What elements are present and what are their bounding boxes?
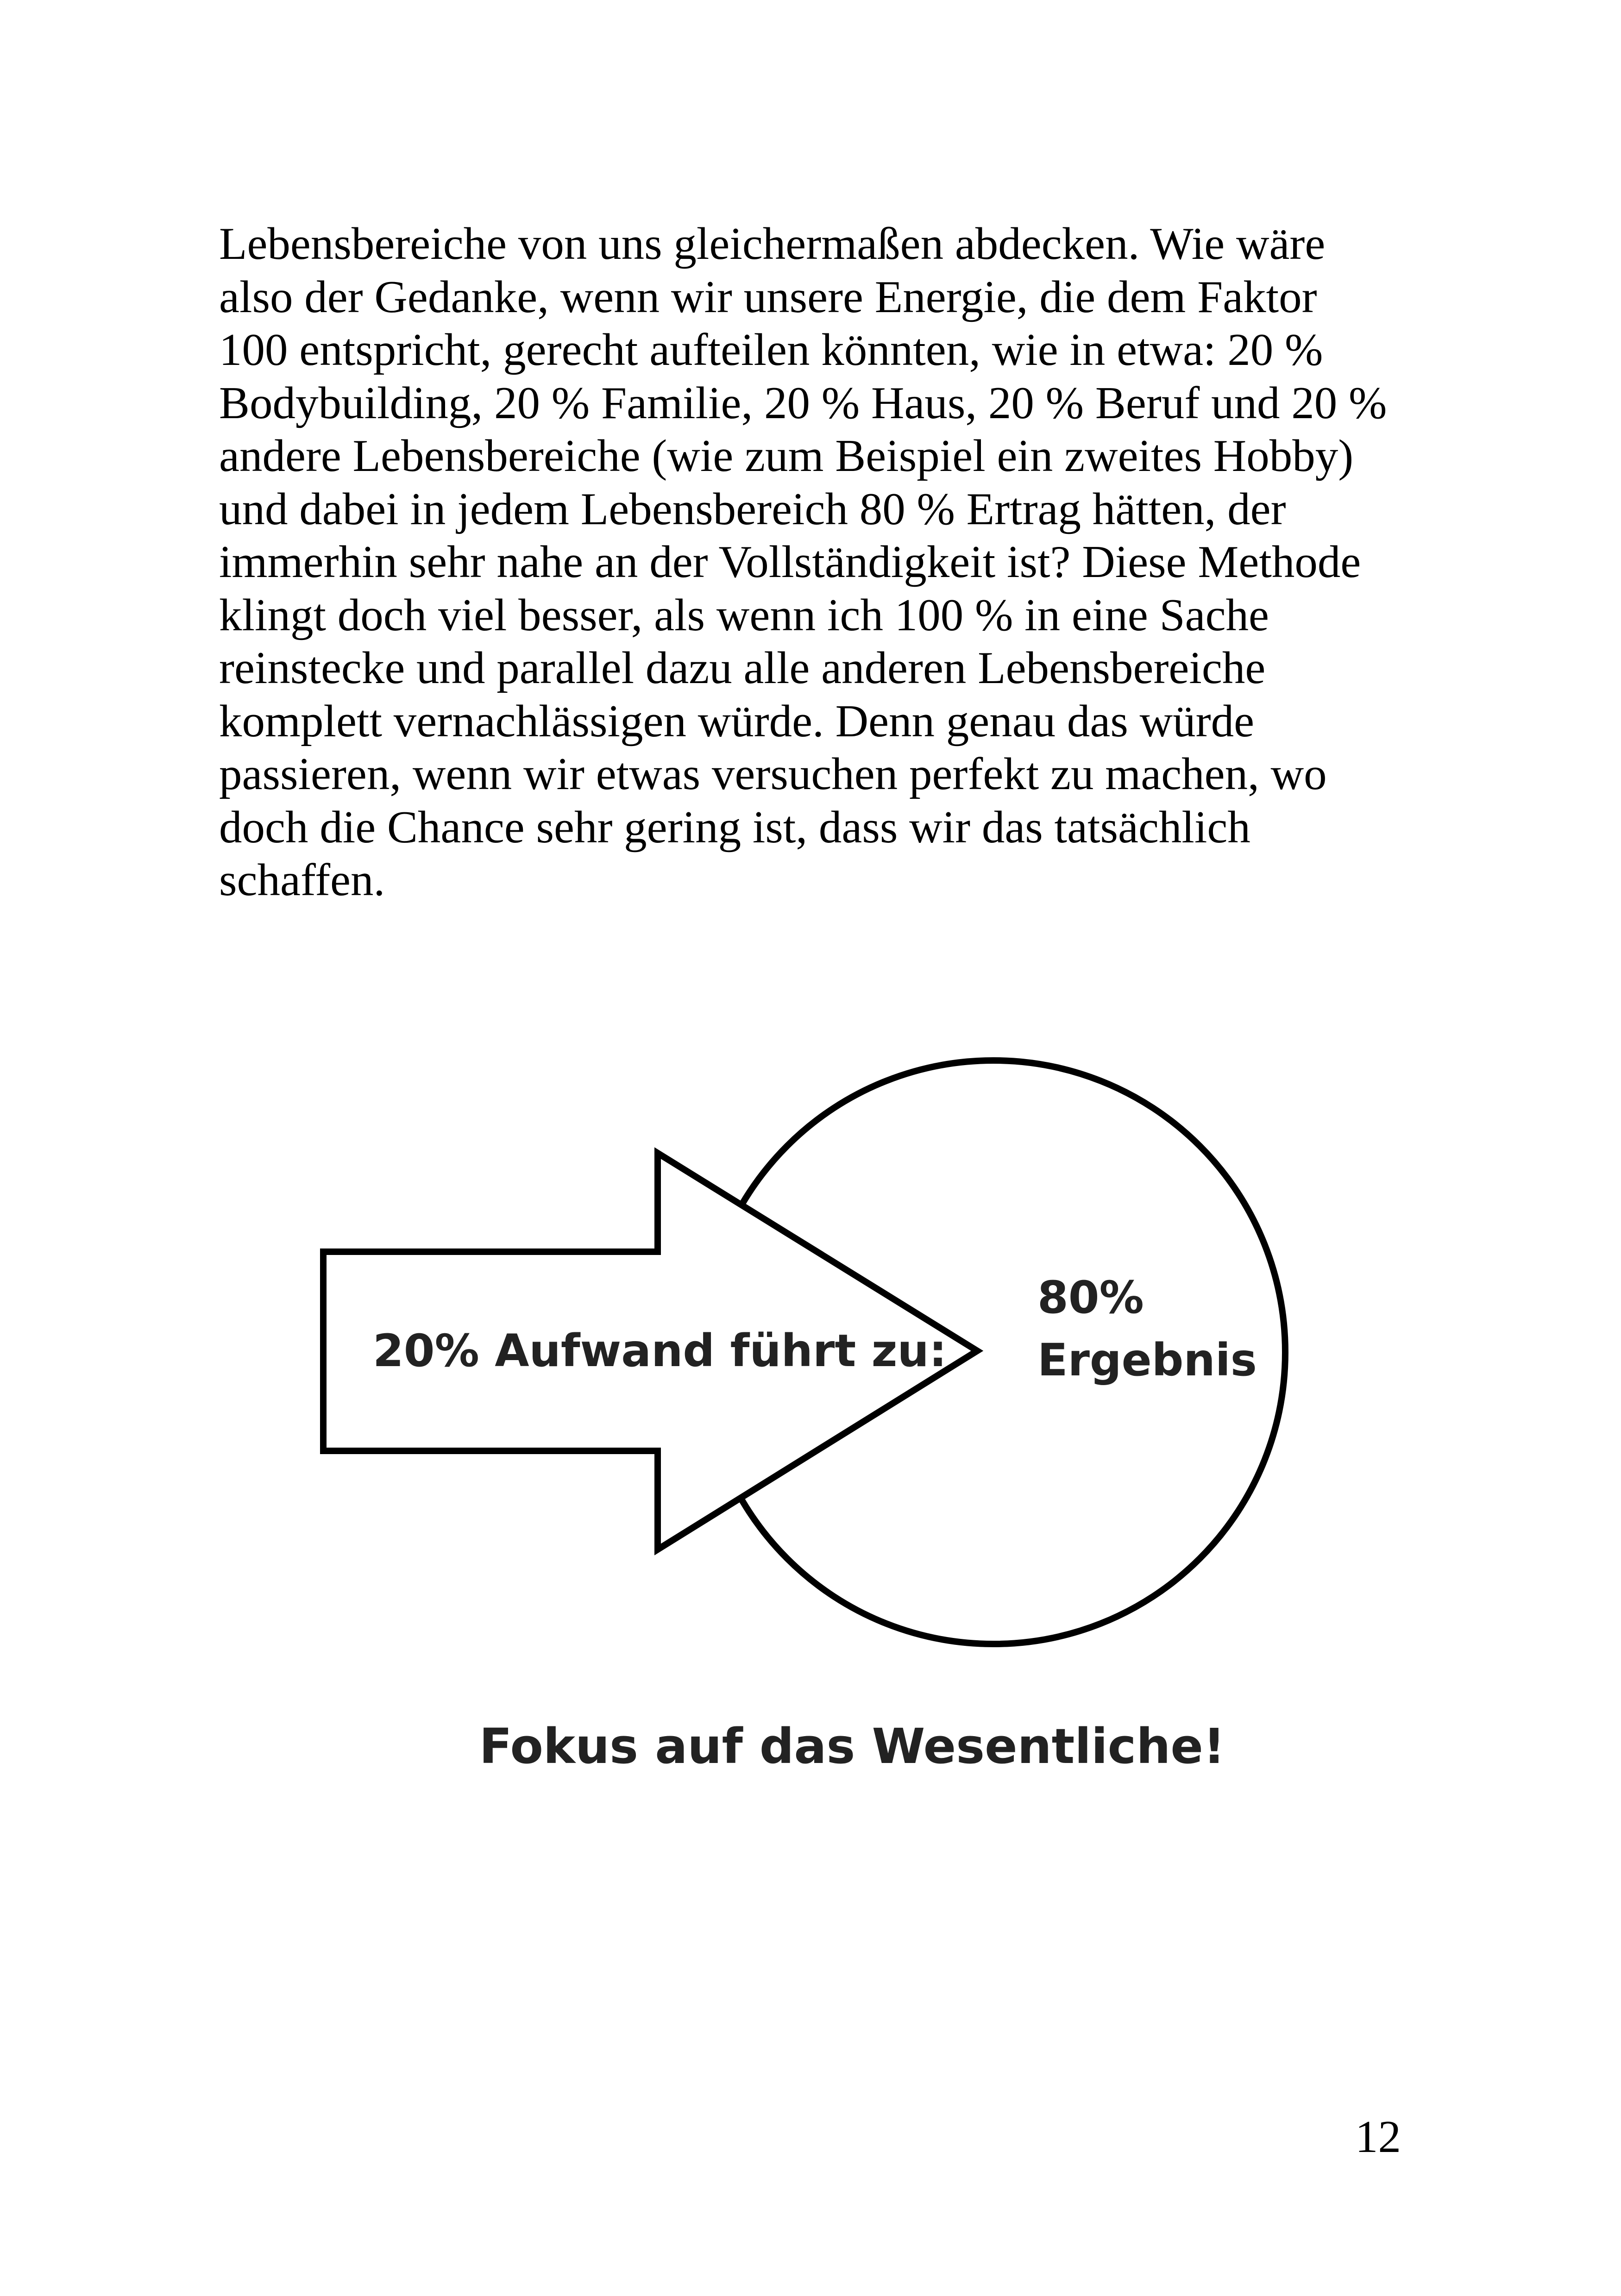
- paragraph-line: klingt doch viel besser, als wenn ich 100 % in eine Sache: [219, 590, 1269, 640]
- diagram-caption: Fokus auf das Wesentliche!: [479, 1718, 1225, 1775]
- circle-label-percent: 80%: [1037, 1272, 1144, 1324]
- paragraph-line: und dabei in jedem Lebensbereich 80 % Ertrag hätten, der: [219, 483, 1286, 534]
- paragraph-line: 100 entspricht, gerecht aufteilen könnten, wie in etwa: 20 %: [219, 325, 1323, 375]
- paragraph-line: schaffen.: [219, 855, 385, 905]
- circle-label-result: Ergebnis: [1037, 1334, 1257, 1386]
- page-number: 12: [1355, 2112, 1401, 2162]
- paragraph-line: immerhin sehr nahe an der Vollständigkeit ist? Diese Methode: [219, 537, 1361, 587]
- paragraph-line: Bodybuilding, 20 % Familie, 20 % Haus, 20 % Beruf und 20 %: [219, 377, 1387, 428]
- paragraph-line: passieren, wenn wir etwas versuchen perfekt zu machen, wo: [219, 749, 1327, 799]
- paragraph-line: Lebensbereiche von uns gleichermaßen abdecken. Wie wäre: [219, 219, 1326, 269]
- paragraph-line: andere Lebensbereiche (wie zum Beispiel ein zweites Hobby): [219, 431, 1354, 481]
- paragraph-line: also der Gedanke, wenn wir unsere Energie, die dem Faktor: [219, 271, 1317, 322]
- paragraph-line: doch die Chance sehr gering ist, dass wir das tatsächlich: [219, 802, 1250, 853]
- paragraph-line: komplett vernachlässigen würde. Denn genau das würde: [219, 696, 1255, 747]
- paragraph-line: reinstecke und parallel dazu alle anderen Lebensbereiche: [219, 643, 1266, 693]
- arrow-label: 20% Aufwand führt zu:: [373, 1325, 947, 1377]
